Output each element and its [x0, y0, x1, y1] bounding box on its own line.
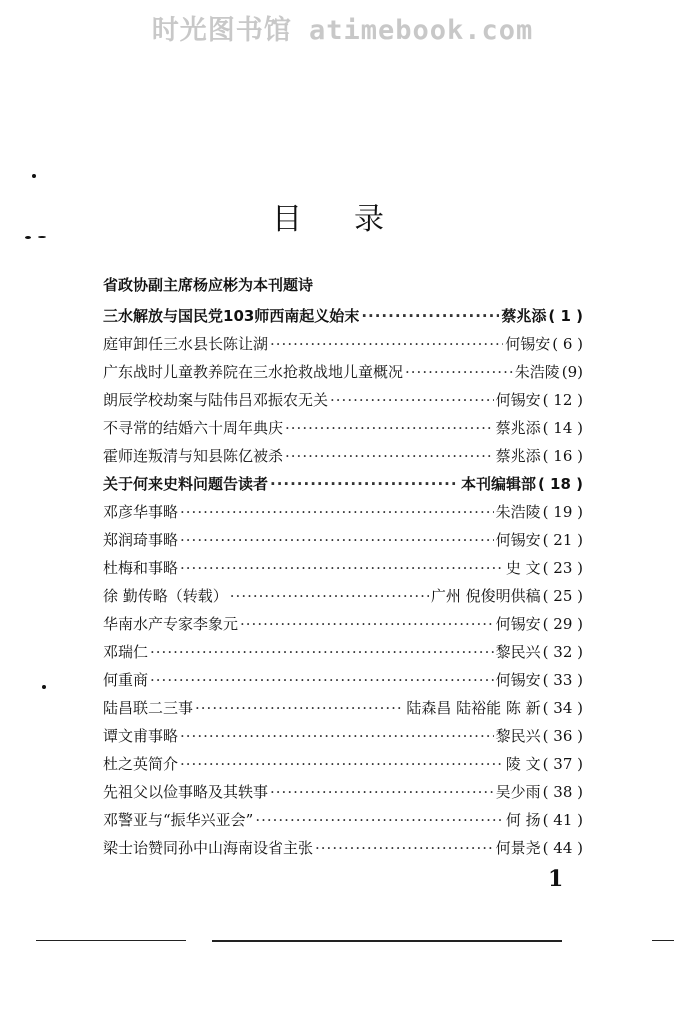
toc-entry-author: 陆森昌 陆裕能 陈 新 — [406, 699, 541, 717]
toc-entry — [103, 361, 583, 389]
toc-entry-page: ( 18 ) — [537, 475, 583, 493]
toc-entry — [103, 781, 583, 809]
toc-entry-title: 梁士诒赞同孙中山海南设省主张 — [103, 839, 314, 857]
toc-entry-author: 广州 倪俊明供稿 — [430, 587, 541, 605]
toc-leader-dots — [270, 783, 494, 801]
toc-entry-author: 何锡安 — [495, 671, 541, 689]
toc-entry-page: ( 36 ) — [542, 727, 583, 745]
toc-entry-author: 吴少雨 — [495, 783, 541, 801]
toc-leader-dots — [150, 671, 494, 689]
toc-leader-dots — [195, 699, 404, 717]
toc-entry — [103, 725, 583, 753]
toc-entry-title: 陆昌联二三事 — [103, 699, 194, 717]
toc-entry-page: ( 38 ) — [542, 783, 583, 801]
toc-leader-dots — [330, 391, 494, 409]
toc-entry — [103, 557, 583, 585]
toc-entry-author: 黎民兴 — [495, 727, 541, 745]
toc-entry — [103, 809, 583, 837]
toc-entry — [103, 473, 583, 501]
toc-entry-page: ( 23 ) — [542, 559, 583, 577]
toc-entry-page: ( 1 ) — [548, 307, 583, 325]
toc-entry — [103, 529, 583, 557]
toc-entry-page: (9) — [561, 363, 583, 381]
toc-entry-title: 邓警亚与“振华兴亚会” — [103, 811, 254, 829]
toc-entry-title: 华南水产专家李象元 — [103, 615, 239, 633]
toc-entry — [103, 417, 583, 445]
toc-entry-page: ( 34 ) — [542, 699, 583, 717]
scan-speck — [32, 174, 36, 178]
toc-entry — [103, 585, 583, 613]
toc-leader-dots — [230, 587, 429, 605]
toc-leader-dots — [405, 363, 513, 381]
toc-entry — [103, 613, 583, 641]
toc-entry-title: 庭审卸任三水县长陈让湖 — [103, 335, 269, 353]
scan-line — [36, 940, 186, 941]
toc-leader-dots — [270, 475, 459, 493]
toc-entry-title: 何重商 — [103, 671, 149, 689]
toc-leader-dots — [285, 419, 494, 437]
toc-entry-title: 杜梅和事略 — [103, 559, 179, 577]
toc-entry-page: ( 44 ) — [542, 839, 583, 857]
toc-entry-author: 朱浩陵 — [495, 503, 541, 521]
toc-entry-title: 广东战时儿童教养院在三水抢救战地儿童概况 — [103, 363, 404, 381]
toc-entry-title: 三水解放与国民党103师西南起义始末 — [103, 307, 360, 325]
toc-entry — [103, 389, 583, 417]
toc-entry-page: ( 32 ) — [542, 643, 583, 661]
toc-entry-title: 徐 勤传略（转载） — [103, 587, 228, 605]
toc-entry-author: 何锡安 — [495, 615, 541, 633]
toc-entry-title: 先祖父以俭事略及其轶事 — [103, 783, 269, 801]
toc-entry-title: 邓瑞仁 — [103, 643, 149, 661]
toc-entry-author: 黎民兴 — [495, 643, 541, 661]
toc-leader-dots — [240, 615, 494, 633]
toc-entry-author: 何锡安 — [495, 531, 541, 549]
toc-leader-dots — [180, 755, 504, 773]
toc-leader-dots — [285, 447, 494, 465]
toc-entry — [103, 501, 583, 529]
toc-entry-page: ( 41 ) — [542, 811, 583, 829]
toc-entry-page: ( 6 ) — [552, 335, 583, 353]
toc-entry-author: 何锡安 — [495, 391, 541, 409]
toc-entry-title: 邓彦华事略 — [103, 503, 179, 521]
toc-leader-dots — [270, 335, 503, 353]
scan-speck — [25, 236, 31, 239]
scan-speck — [38, 236, 46, 238]
scan-line — [652, 940, 674, 941]
scan-speck — [42, 685, 46, 689]
toc-entry-title: 霍师连叛清与知县陈亿被杀 — [103, 447, 284, 465]
toc-entry-author: 蔡兆添 — [501, 307, 547, 325]
toc-entry-page: ( 21 ) — [542, 531, 583, 549]
toc-entry-title: 郑润琦事略 — [103, 531, 179, 549]
toc-entry — [103, 333, 583, 361]
toc-leader-dots — [180, 531, 494, 549]
toc-entry-author: 蔡兆添 — [495, 447, 541, 465]
toc-entry-author: 何景尧 — [495, 839, 541, 857]
scan-line — [212, 940, 562, 942]
toc-leader-dots — [180, 503, 494, 521]
toc-leader-dots — [180, 559, 504, 577]
toc-heading: 省政协副主席杨应彬为本刊题诗 — [103, 276, 314, 294]
toc-entry-title: 朗辰学校劫案与陆伟吕邓振农无关 — [103, 391, 329, 409]
toc-entry-title: 不寻常的结婚六十周年典庆 — [103, 419, 284, 437]
toc-entry — [103, 697, 583, 725]
toc-entry — [103, 753, 583, 781]
toc-entry-author: 本刊编辑部 — [460, 475, 536, 493]
toc-entry-page: ( 19 ) — [542, 503, 583, 521]
toc-entry-author: 何锡安 — [505, 335, 551, 353]
page-number: 1 — [548, 866, 564, 892]
table-of-contents — [103, 305, 583, 865]
toc-entry-page: ( 33 ) — [542, 671, 583, 689]
toc-entry-author: 蔡兆添 — [495, 419, 541, 437]
toc-entry-page: ( 29 ) — [542, 615, 583, 633]
toc-entry-page: ( 14 ) — [542, 419, 583, 437]
watermark: 时光图书馆 atimebook.com — [151, 15, 534, 46]
toc-entry-title: 杜之英简介 — [103, 755, 179, 773]
toc-leader-dots — [361, 307, 499, 325]
toc-entry-author: 陵 文 — [505, 755, 541, 773]
toc-entry-page: ( 37 ) — [542, 755, 583, 773]
toc-leader-dots — [315, 839, 494, 857]
toc-entry-author: 朱浩陵 — [514, 363, 560, 381]
toc-entry — [103, 669, 583, 697]
toc-entry-title: 谭文甫事略 — [103, 727, 179, 745]
toc-leader-dots — [255, 811, 504, 829]
toc-entry — [103, 641, 583, 669]
toc-entry-author: 史 文 — [505, 559, 541, 577]
toc-entry — [103, 837, 583, 865]
page-title: 目录 — [272, 202, 436, 237]
toc-leader-dots — [150, 643, 494, 661]
toc-leader-dots — [180, 727, 494, 745]
toc-entry — [103, 445, 583, 473]
toc-entry-page: ( 16 ) — [542, 447, 583, 465]
toc-entry-page: ( 12 ) — [542, 391, 583, 409]
toc-entry — [103, 305, 583, 333]
toc-entry-title: 关于何来史料问题告读者 — [103, 475, 269, 493]
toc-entry-author: 何 扬 — [505, 811, 541, 829]
toc-entry-page: ( 25 ) — [542, 587, 583, 605]
